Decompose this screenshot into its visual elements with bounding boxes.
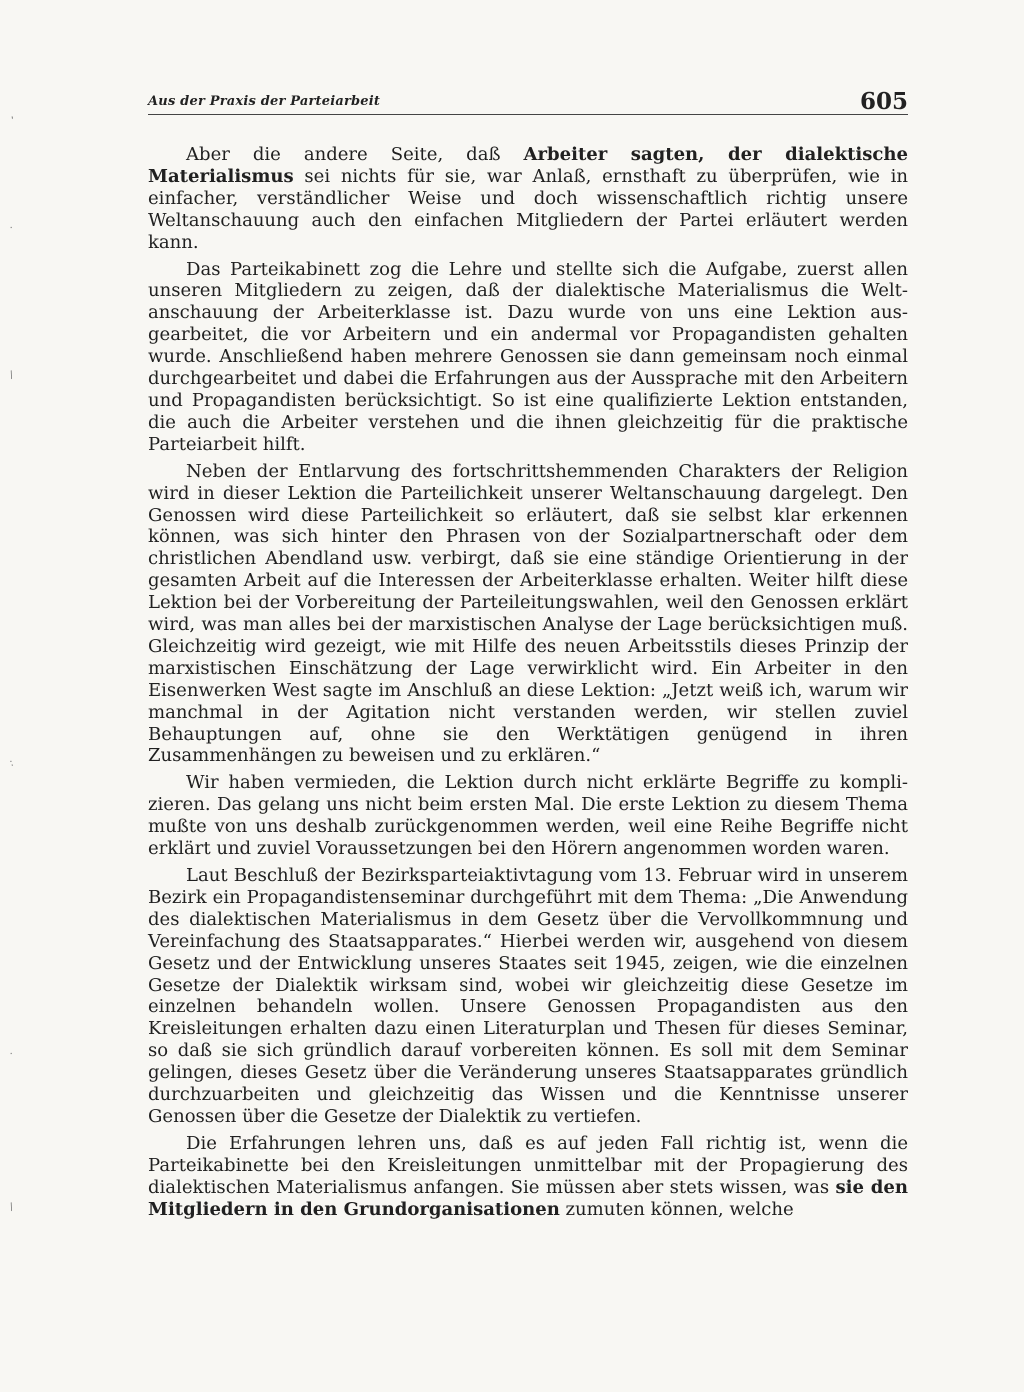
paragraph-4-text: Wir haben vermieden, die Lektion durch nicht erklärte Begriffe zu komplizieren. Das gelang uns nicht beim ersten Mal. Die erste Lektion zu diesem Thema mußte von uns deshalb zurückgenommen werden, weil eine Reihe Begriffe nicht erklärt und zuviel Voraussetzungen bei den Hörern angenommen worden waren. [148,772,908,860]
paragraph-1-part-1: Aber die andere Seite, daß [186,144,524,165]
page-number: 605 [859,88,908,115]
scan-mark-5: · [8,1048,15,1061]
document-page [148,86,908,1356]
paragraph-6-part-1: Die Erfahrungen lehren uns, daß es auf jeden Fall richtig ist, wenn die Parteikabinette bei den Kreisleitungen unmittelbar mit der Propagierung des dialektischen Materialismus anfangen. Sie müssen aber stets wissen, was [148,1132,908,1198]
paragraph-6-part-3: zumuten können, welche [559,1198,794,1220]
running-head-title: Aus der Praxis der Parteiarbeit [148,94,381,109]
paragraph-5-text: Laut Beschluß der Bezirksparteiaktivtagung vom 13. Februar wird in unserem Bezirk ein Propagandistenseminar durchgeführt mit dem Thema: „Die Anwendung des dialektischen Materialismus in dem Gesetz über die Vervollkommnung und Vereinfachung des Staatsapparates.“ Hierbei werden wir, ausgehend von diesem Gesetz und der Entwicklung unseres Staates seit 1945, zeigen, wie die einzelnen Gesetze der Dialektik wirksam sind, wobei wir gleichzeitig diese Gesetze im einzelnen behandeln wollen. Unsere Genossen Propagandisten aus den Kreisleitungen erhalten dazu einen Literaturplan und Thesen für dieses Seminar, so daß sie sich gründlich darauf vorbereiten können. Es soll mit dem Seminar gelingen, dieses Gesetz über die Veränderung unseres Staatsapparates gründlich durchzuarbeiten und gleichzeitig das Wissen und die Kenntnisse unserer Genossen über die Gesetze der Dialektik zu vertiefen. [148,865,908,1127]
header-rule [148,114,908,115]
document-body [148,144,908,1221]
paragraph-3-text: Neben der Entlarvung des fortschrittshemmenden Charakters der Religion wird in dieser Lektion die Parteilichkeit unserer Weltanschauung dargelegt. Den Genossen wird diese Parteilichkeit so erläutert, daß sie selbst klar erkennen können, was sich hinter den Phrasen von der Sozialpartnerschaft oder dem christlichen Abendland usw. verbirgt, daß sie eine ständige Orientierung in der gesamten Arbeit auf die Interessen der Arbeiterklasse erhalten. Weiter hilft diese Lektion bei der Vorbereitung der Parteileitungswahlen, weil den Genossen erklärt wird, was man alles bei der marxistischen Analyse der Lage berücksichtigen muß. Gleichzeitig wird gezeigt, wie mit Hilfe des neuen Arbeitsstils dieses Prinzip der marxistischen Einschätzung der Lage verwirklicht wird. Ein Arbeiter in den Eisenwerken West sagte im Anschluß an diese Lektion: „Jetzt weiß ich, warum wir manchmal in der Agitation nicht verstanden werden, wir stellen zuviel Behauptungen auf, ohne sie den Werktätigen genügend in ihren Zusammenhängen zu beweisen und zu erklären.“ [148,460,908,767]
paragraph-6 [148,1133,908,1221]
running-head [148,86,908,114]
paragraph-2-text: Das Parteikabinett zog die Lehre und stellte sich die Aufgabe, zuerst allen unseren Mitgliedern zu zeigen, daß der dialektische Materialismus die Weltanschauung der Arbeiterklasse ist. Dazu wurde von uns eine Lektion ausgearbeitet, die vor Arbeitern und ein andermal vor Propagandisten gehalten wurde. Anschließend haben mehrere Genossen sie dann gemeinsam noch einmal durchgearbeitet und dabei die Erfahrungen aus der Aussprache mit den Arbeitern und Propagandisten berücksichtigt. So ist eine qualifizierte Lektion entstanden, die auch die Arbeiter verstehen und die ihnen gleichzeitig für die praktische Parteiarbeit hilft. [148,258,908,455]
paragraph-3 [148,461,908,768]
scan-mark-4: : [8,757,16,770]
scan-mark-2: · [8,222,15,235]
paragraph-1-part-3: sei nichts für sie, war Anlaß, ernsthaft zu überprüfen, wie in einfacher, verständlicher Weise und doch wissenschaftlich richtig unsere Weltanschauung auch den einfachen Mitgliedern der Partei erläutert werden kann. [148,165,908,253]
scan-mark-6: / [8,1201,16,1214]
paragraph-6-bold-phrase: sie den Mitgliedern in den Grundorganisationen [148,1176,908,1220]
paragraph-2 [148,259,908,456]
paragraph-1-bold-phrase: Arbeiter sagten, der dialektische Materialismus [148,144,908,187]
paragraph-4 [148,772,908,860]
paragraph-5 [148,865,908,1128]
scan-mark-3: / [8,369,16,382]
paragraph-1 [148,144,908,254]
scan-mark-1: , [8,109,15,122]
